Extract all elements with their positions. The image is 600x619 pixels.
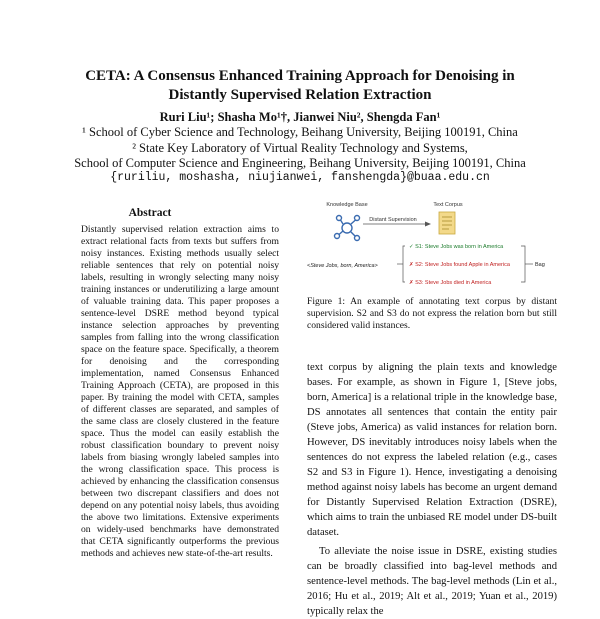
authors: Ruri Liu¹; Shasha Mo¹†, Jianwei Niu², Shengda Fan¹ <box>159 110 441 124</box>
fig-kb-label: Knowledge Base <box>326 202 368 208</box>
document-icon <box>439 212 455 234</box>
body-column-right <box>307 360 557 619</box>
fig-bag-bracket <box>521 246 525 282</box>
fig-sentence-s3: ✗ S3: Steve Jobs died in America <box>409 280 492 286</box>
abstract-text: Distantly supervised relation extraction aims to extract relational facts from texts but suffers from noisy instances. Existing methods usually select reliable sentences that rely on potential noisy labels, resulting in wrongly selecting many noisy training instances or underutilizing a large amount of valuable training data. This paper proposes a sentence-level DSRE method beyond typical instance selection approaches by preventing samples from falling into the wrong classification space on the feature space. Specifically, a theorem for denoising and the corresponding implementation, named Consensus Enhanced Training Approach (CETA), are proposed in this paper. By training the model with CETA, samples of different classes are separated, and samples of the same class are closely clustered in the feature space. Thus the model can easily establish the robust classification boundary to prevent noisy labels from biasing wrongly labeled samples into the wrong classification space. This process is achieved by enhancing the classification consensus between two discrepant classifiers and does not depend on any potential noisy labels, thus avoiding the above two limitations. Extensive experiments on widely-used benchmarks have demonstrated that CETA significantly outperforms the previous methods and achieves new state-of-the-art results. <box>81 224 279 559</box>
body-paragraph-1: text corpus by aligning the plain texts and knowledge bases. For example, as shown in Figure 1, [Steve jobs, born, America] is a relational triple in the knowledge base, DS annotates all sentences that contain the entity pair (Steve jobs, America) as valid instances for relation born. However, DS inevitably introduces noisy labels when the sentences do not express the labeled relation (e.g., cases S2 and S3 in Figure 1). Hence, investigating a denoising method against noisy labels has become an urgent demand for Distantly Supervised Relation Extraction (DSRE), which aims to train the unbiased RE model under DS-built dataset. <box>307 362 557 538</box>
fig-sentence-s1: ✓ S1: Steve Jobs was born in America <box>409 244 504 250</box>
affiliation-1: ¹ School of Cyber Science and Technology, Beihang University, Beijing 100191, China <box>82 125 518 139</box>
paper-title-line-1: CETA: A Consensus Enhanced Training Approach for Denoising in <box>85 68 515 84</box>
figure-1-diagram <box>305 196 557 296</box>
fig-bag-label: Bag <box>535 262 545 268</box>
fig-left-bracket <box>403 246 405 282</box>
fig-corpus-label: Text Corpus <box>433 202 463 208</box>
ds-arrow-head-icon <box>425 222 431 227</box>
abstract-heading: Abstract <box>128 207 172 219</box>
body-paragraph-2: To alleviate the noise issue in DSRE, existing studies can be broadly classified into bag-level methods and sentence-level methods. The bag-level methods (Lin et al., 2016; Hu et al., 2019; Alt et al., 2019; Yuan et al., 2019) typically relax the <box>307 546 557 617</box>
paper-title-line-2: Distantly Supervised Relation Extraction <box>168 87 432 103</box>
fig-triple: <Steve Jobs, born, America> <box>307 263 378 269</box>
knowledge-graph-icon <box>335 216 360 241</box>
fig-ds-label: Distant Supervision <box>369 217 417 223</box>
affiliation-3: School of Computer Science and Engineering, Beihang University, Beijing 100191, China <box>74 156 526 170</box>
figure-1-caption: Figure 1: An example of annotating text corpus by distant supervision. S2 and S3 do not express the relation born but still considered valid instances. <box>307 296 557 331</box>
affiliation-2: ² State Key Laboratory of Virtual Reality Technology and Systems, <box>132 141 468 155</box>
fig-sentence-s2: ✗ S2: Steve Jobs found Apple in America <box>409 262 510 268</box>
author-emails: {ruriliu, moshasha, niujianwei, fanshengda}@buaa.edu.cn <box>110 171 490 184</box>
